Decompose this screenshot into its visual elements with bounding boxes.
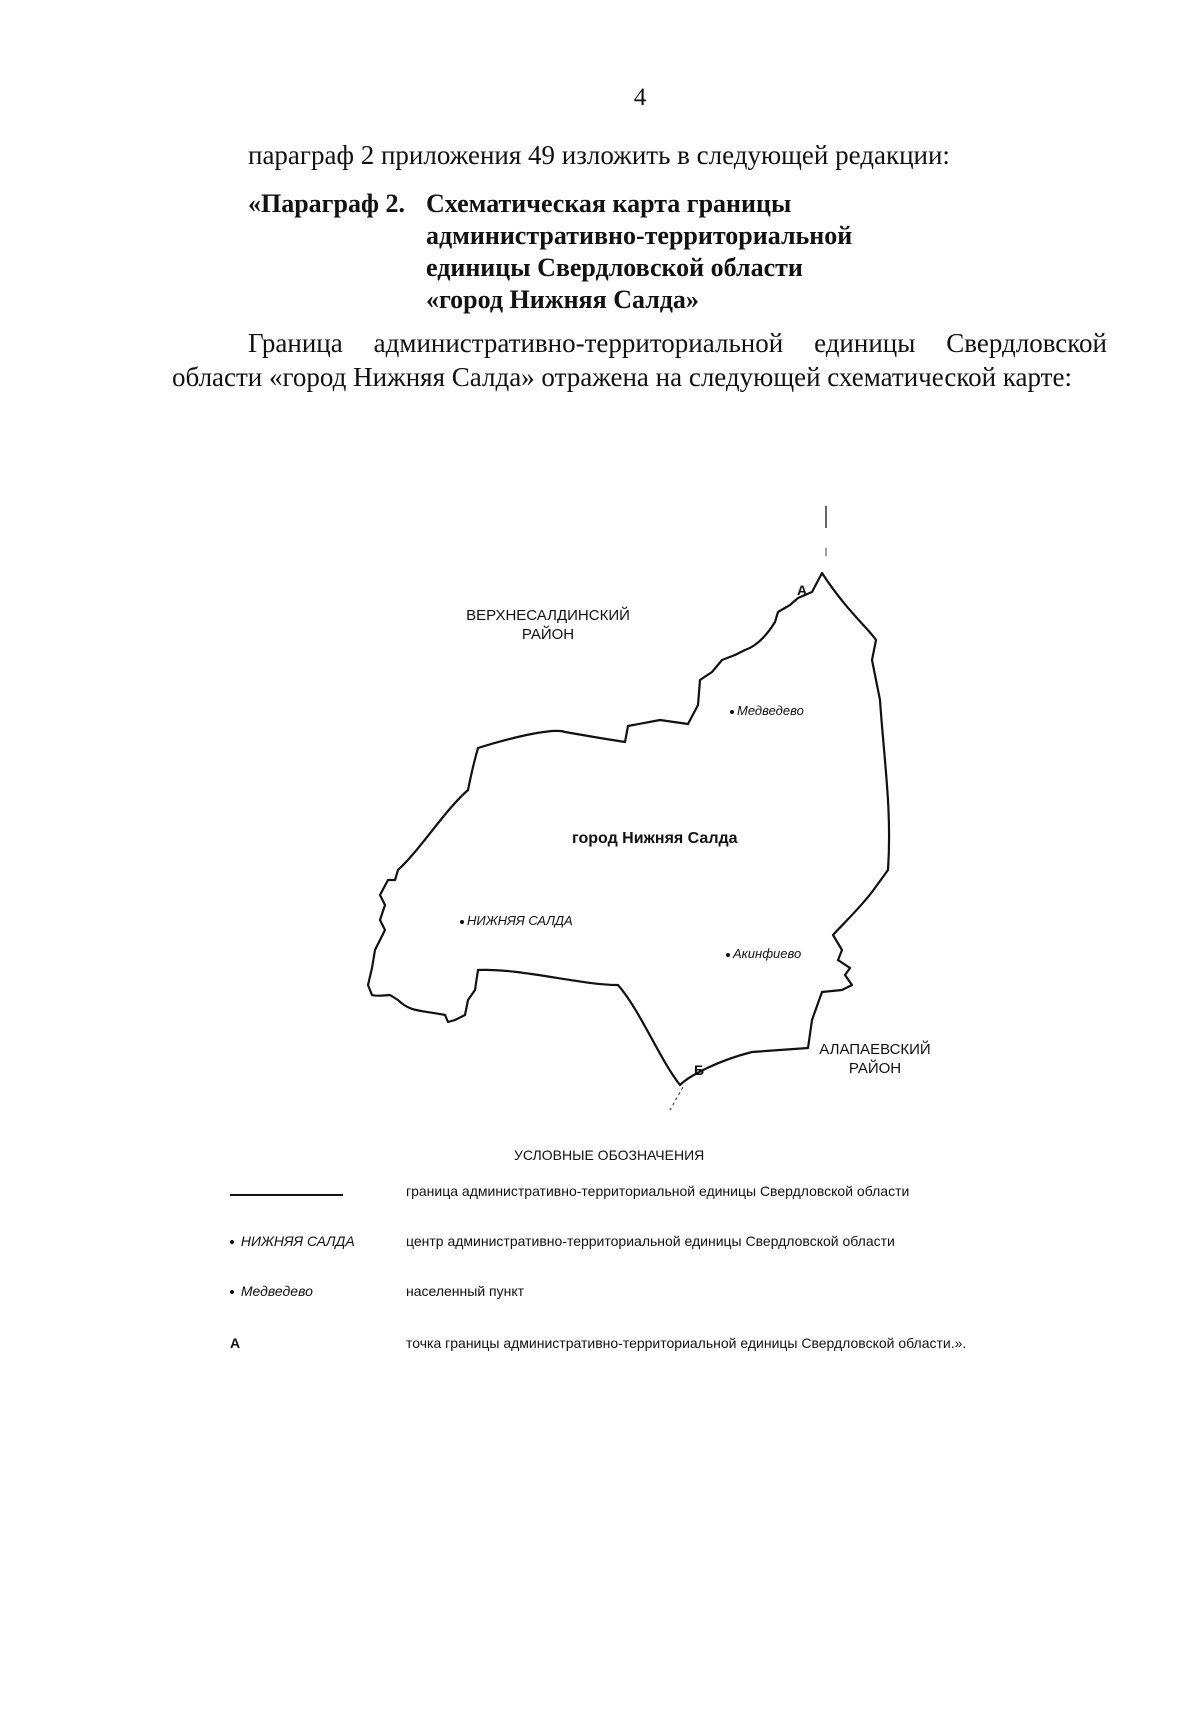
bullet-icon [230, 1290, 234, 1294]
neighbor-label-southeast-line: АЛАПАЕВСКИЙ [819, 1041, 931, 1058]
bullet-icon [730, 710, 734, 714]
intro-line: параграф 2 приложения 49 изложить в следующей редакции: [248, 140, 950, 170]
heading-line: административно-территориальной [426, 221, 853, 250]
unit-label: город Нижняя Салда [572, 830, 738, 847]
center-label: НИЖНЯЯ САЛДА [467, 913, 573, 928]
legend-title: УСЛОВНЫЕ ОБОЗНАЧЕНИЯ [514, 1147, 705, 1163]
bullet-icon [230, 1240, 234, 1244]
heading-line: единицы Свердловской области [426, 253, 803, 282]
legend-symbol [230, 1283, 380, 1299]
bullet-icon [460, 920, 464, 924]
settlement-label: Акинфиево [733, 946, 802, 961]
neighbor-label-north [448, 606, 648, 644]
page-number: 4 [633, 84, 647, 111]
legend-item [230, 1335, 1130, 1359]
heading-prefix: «Параграф 2. [248, 189, 405, 218]
legend-symbol-text: НИЖНЯЯ САЛДА [240, 1233, 355, 1249]
neighbor-label-southeast [800, 1040, 950, 1078]
boundary-point-b: Б [694, 1062, 705, 1078]
legend-item [230, 1183, 1130, 1207]
neighbor-label-north-line: РАЙОН [521, 626, 575, 643]
bullet-icon [726, 953, 730, 957]
settlement-label: Медведево [737, 703, 804, 718]
boundary-line-symbol [230, 1194, 343, 1196]
legend-description: граница административно-территориальной единицы Свердловской области [406, 1183, 910, 1199]
heading-line: Схематическая карта границы [426, 189, 792, 218]
body-paragraph: Граница административно-территориальной единицы Свердловской области «город Нижняя Салда» отражена на следующей схематической карте: [172, 328, 1107, 392]
boundary-extension-south [670, 1087, 683, 1110]
boundary-line [368, 573, 889, 1085]
boundary-point-a: А [797, 582, 808, 598]
neighbor-label-southeast-line: РАЙОН [848, 1060, 902, 1077]
legend-description: населенный пункт [406, 1283, 525, 1299]
legend-description: точка границы административно-территориальной единицы Свердловской области.». [406, 1335, 967, 1351]
legend-item [230, 1283, 1130, 1307]
center-marker [460, 913, 573, 928]
settlement-marker [726, 946, 801, 961]
legend-symbol: А [230, 1335, 241, 1351]
heading-line: «город Нижняя Салда» [426, 285, 699, 314]
legend-description: центр административно-территориальной единицы Свердловской области [406, 1233, 895, 1249]
legend-symbol-text: Медведево [240, 1283, 313, 1299]
neighbor-label-north-line: ВЕРХНЕСАЛДИНСКИЙ [466, 607, 630, 624]
legend-item [230, 1233, 1130, 1257]
settlement-marker [730, 703, 804, 718]
legend-symbol [230, 1233, 380, 1249]
